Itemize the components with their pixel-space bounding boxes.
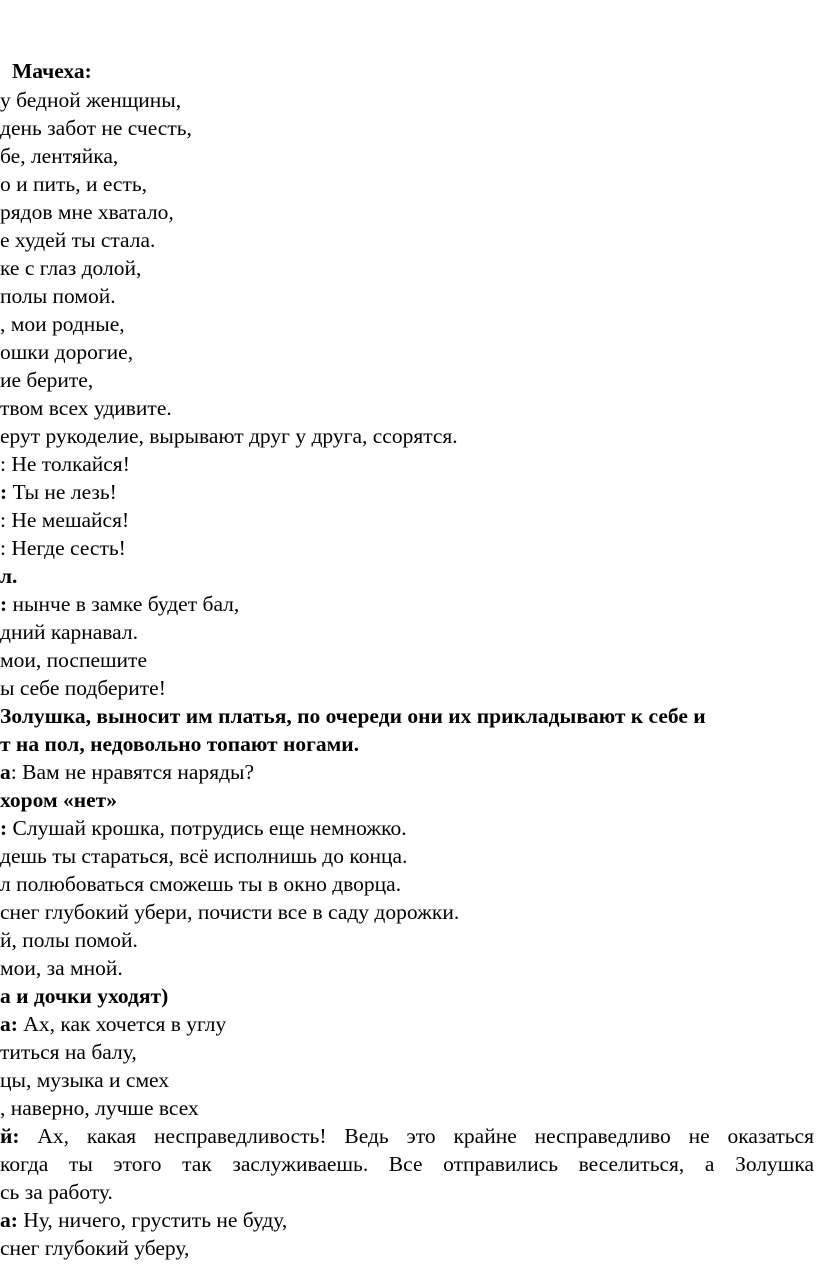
text-line: [0, 1178, 816, 1206]
line-text: полы помой.: [0, 284, 116, 308]
speaker-label: а:: [0, 1208, 18, 1232]
speaker-label: а и дочки уходят): [0, 984, 169, 1008]
text-line: [0, 758, 816, 786]
text-line: [0, 1234, 816, 1262]
text-line: [0, 1206, 816, 1234]
line-text: снег глубокий убери, почисти все в саду дорожки.: [0, 900, 460, 924]
line-text: мои, за мной.: [0, 956, 123, 980]
text-line: [0, 786, 816, 814]
line-text: дешь ты стараться, всё исполнишь до конца.: [0, 844, 408, 868]
text-line: [0, 898, 816, 926]
text-line: [0, 254, 816, 282]
text-line: [0, 114, 816, 142]
line-text: ошки дорогие,: [0, 340, 134, 364]
line-text: твом всех удивите.: [0, 396, 172, 420]
text-line: [0, 506, 816, 534]
line-text: титься на балу,: [0, 1040, 137, 1064]
line-text: у бедной женщины,: [0, 88, 182, 112]
text-line: [0, 170, 816, 198]
line-text: ие берите,: [0, 368, 94, 392]
line-text: : Не мешайся!: [0, 508, 130, 532]
speaker-label: й:: [0, 1124, 20, 1148]
line-text: Ах, какая несправедливость! Ведь это крайне несправедливо не оказаться: [19, 1124, 814, 1148]
speaker-label: т на пол, недовольно топают ногами.: [0, 732, 360, 756]
text-line: [0, 562, 816, 590]
text-line: [0, 926, 816, 954]
line-text: мои, поспешите: [0, 648, 147, 672]
text-line: [0, 1094, 816, 1122]
text-line: [0, 422, 816, 450]
text-line: [0, 618, 816, 646]
line-text: ке с глаз долой,: [0, 256, 142, 280]
line-text: снег глубокий уберу,: [0, 1236, 190, 1260]
text-line: [0, 310, 816, 338]
line-text: сь за работу.: [0, 1180, 113, 1204]
text-line: [0, 982, 816, 1010]
line-text: рядов мне хватало,: [0, 200, 174, 224]
text-line: [0, 1066, 816, 1094]
line-text: л полюбоваться сможешь ты в окно дворца.: [0, 872, 402, 896]
line-text: ерут рукоделие, вырывают друг у друга, ссорятся.: [0, 424, 458, 448]
line-text: : Не толкайся!: [0, 452, 130, 476]
text-line: [0, 646, 816, 674]
line-text: Ты не лезь!: [7, 480, 117, 504]
text-line: [12, 57, 816, 85]
line-text: , наверно, лучше всех: [0, 1096, 199, 1120]
speaker-label: :: [0, 480, 8, 504]
line-text: Ну, ничего, грустить не буду,: [17, 1208, 288, 1232]
line-text: Слушай крошка, потрудись еще немножко.: [7, 816, 407, 840]
text-line: [0, 1038, 816, 1066]
text-line: [0, 814, 816, 842]
speaker-label: Золушка, выносит им платья, по очереди они их прикладывают к себе и: [0, 704, 706, 728]
text-line: [0, 282, 816, 310]
line-text: нынче в замке будет бал,: [7, 592, 240, 616]
speaker-label: хором «нет»: [0, 788, 117, 812]
text-line: [0, 142, 816, 170]
line-text: бе, лентяйка,: [0, 144, 119, 168]
text-line: [0, 730, 816, 758]
line-text: й, полы помой.: [0, 928, 138, 952]
line-text: : Негде сесть!: [0, 536, 126, 560]
speaker-label: Мачеха:: [12, 59, 92, 83]
line-text: о и пить, и есть,: [0, 172, 148, 196]
speaker-label: :: [0, 816, 8, 840]
line-text: : Вам не нравятся наряды?: [10, 760, 255, 784]
line-text: дний карнавал.: [0, 620, 138, 644]
text-line: [0, 394, 816, 422]
line-text: цы, музыка и смех: [0, 1068, 170, 1092]
text-line: [0, 478, 816, 506]
text-line: [0, 226, 816, 254]
text-line: [0, 842, 816, 870]
speaker-label: :: [0, 592, 8, 616]
text-line: [0, 674, 816, 702]
line-text: , мои родные,: [0, 312, 125, 336]
line-text: когда ты этого так заслуживаешь. Все отправились веселиться, а Золушка: [0, 1152, 814, 1176]
line-text: ы себе подберите!: [0, 676, 166, 700]
text-line: [0, 1122, 814, 1150]
text-line: [0, 366, 816, 394]
speaker-label: а:: [0, 1012, 18, 1036]
text-line: [0, 1150, 814, 1178]
text-line: [0, 870, 816, 898]
text-line: [0, 198, 816, 226]
text-line: [0, 534, 816, 562]
text-line: [0, 450, 816, 478]
speaker-label: л.: [0, 564, 18, 588]
text-line: [0, 86, 816, 114]
text-line: [0, 338, 816, 366]
speaker-label: а: [0, 760, 11, 784]
line-text: день забот не счесть,: [0, 116, 192, 140]
text-line: [0, 954, 816, 982]
text-line: [0, 1010, 816, 1038]
text-line: [0, 702, 816, 730]
line-text: Ах, как хочется в углу: [17, 1012, 227, 1036]
text-line: [0, 590, 816, 618]
line-text: е худей ты стала.: [0, 228, 156, 252]
